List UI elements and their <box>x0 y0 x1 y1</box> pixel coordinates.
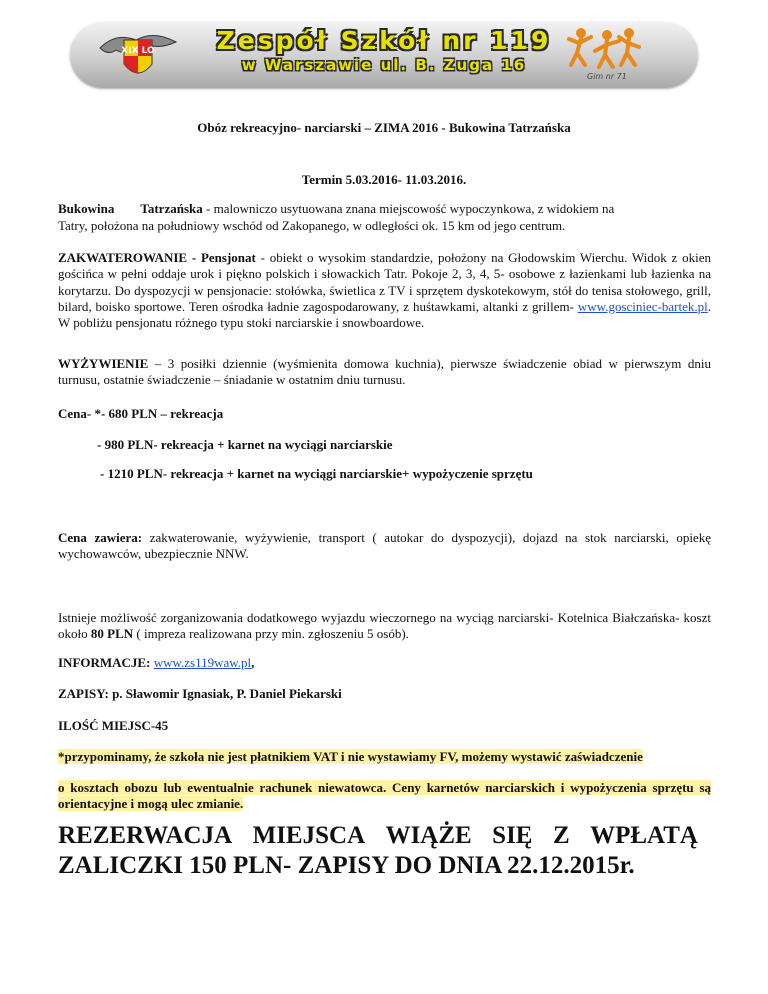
places-count: ILOŚĆ MIEJSC-45 <box>58 718 169 733</box>
accommodation-paragraph: ZAKWATEROWANIE - Pensjonat - obiekt o wysokim standardzie, położony na Głodowskim Wierchu. Widok z okien gościńca w pełni oddaje urok i piękno polskich i słowackich Tatr. Pokoje 2, 3, 4, 5- osobowe z łazienkami lub łazienka na korytarzu. Do dyspozycji w pensjonacie: stołówka, świetlica z TV i sprzętem dyskotekowym, stół do tenisa stołowego, grill, bilard, boisko sportowe. Teren ośrodka ładnie zagospodarowany, z huśtawkami, altanki z grillem- www.gosciniec-bartek.pl. W pobliżu pensjonatu różnego typu stoki narciarskie i snowboardowe. <box>58 250 711 331</box>
school-website-link[interactable]: www.zs119waw.pl <box>153 655 252 670</box>
banner-subtitle: w Warszawie ul. B. Zuga 16 <box>241 56 527 74</box>
bukowina-line2: Tatry, położona na południowy wschód od Zakopanego, w odległości ok. 15 km od jego centrum. <box>58 218 566 233</box>
enrollment-contacts: ZAPISY: p. Sławomir Ignasiak, P. Daniel Piekarski <box>58 686 342 701</box>
svg-text:XIX LO: XIX LO <box>121 46 155 56</box>
vat-note-line: *przypominamy, że szkoła nie jest płatnikiem VAT i nie wystawiamy FV, możemy wystawić zaświadczenie <box>58 749 643 764</box>
reservation-line2: ZALICZKI 150 PLN- ZAPISY DO DNIA 22.12.2015r. <box>58 852 635 879</box>
reservation-line1: REZERWACJA MIEJSCA WIĄŻE SIĘ Z WPŁATĄ <box>58 822 698 849</box>
gosciniec-link[interactable]: www.gosciniec-bartek.pl <box>577 298 708 314</box>
info-line: INFORMACJE: www.zs119waw.pl, <box>58 655 255 670</box>
banner-corner-text: Gim nr 71 <box>587 72 627 81</box>
meals-paragraph: WYŻYWIENIE – 3 posiłki dziennie (wyśmienita domowa kuchnia), pierwsze świadczenie obiad w pierwszym dniu turnusu, ostatnie świadczenie – śniadanie w ostatnim dniu turnusu. <box>58 356 711 388</box>
banner-title: Zespół Szkół nr 119 <box>216 26 552 55</box>
bukowina-line1: Bukowina Tatrzańska - malowniczo usytuowana znana miejscowość wypoczynkowa, z widokiem na <box>58 201 615 216</box>
term-dates: Termin 5.03.2016- 11.03.2016. <box>301 172 467 187</box>
price-option-2: - 980 PLN- rekreacja + karnet na wyciągi narciarskie <box>97 437 393 452</box>
page-title: Obóz rekreacyjno- narciarski – ZIMA 2016 - Bukowina Tatrzańska <box>197 120 571 135</box>
price-option-1: Cena- *- 680 PLN – rekreacja <box>58 406 224 421</box>
vat-note-paragraph: o kosztach obozu lub ewentualnie rachunek niewatowca. Ceny karnetów narciarskich i wypożyczenia sprzętu są orientacyjne i mogą ulec zmianie. <box>58 780 711 812</box>
price-option-3: - 1210 PLN- rekreacja + karnet na wyciągi narciarskie+ wypożyczenie sprzętu <box>100 466 533 481</box>
evening-trip-paragraph: Istnieje możliwość zorganizowania dodatkowego wyjazdu wieczornego na wyciąg narciarski- Kotelnica Białczańska- koszt około 80 PLN ( impreza realizowana przy min. zgłoszeniu 5 osób). <box>58 610 711 642</box>
price-includes-paragraph: Cena zawiera: zakwaterowanie, wyżywienie, transport ( autokar do dyspozycji), dojazd na stok narciarski, opiekę wychowawców, ubezpiecznie NNW. <box>58 530 711 562</box>
dancing-figures-icon <box>567 25 641 71</box>
